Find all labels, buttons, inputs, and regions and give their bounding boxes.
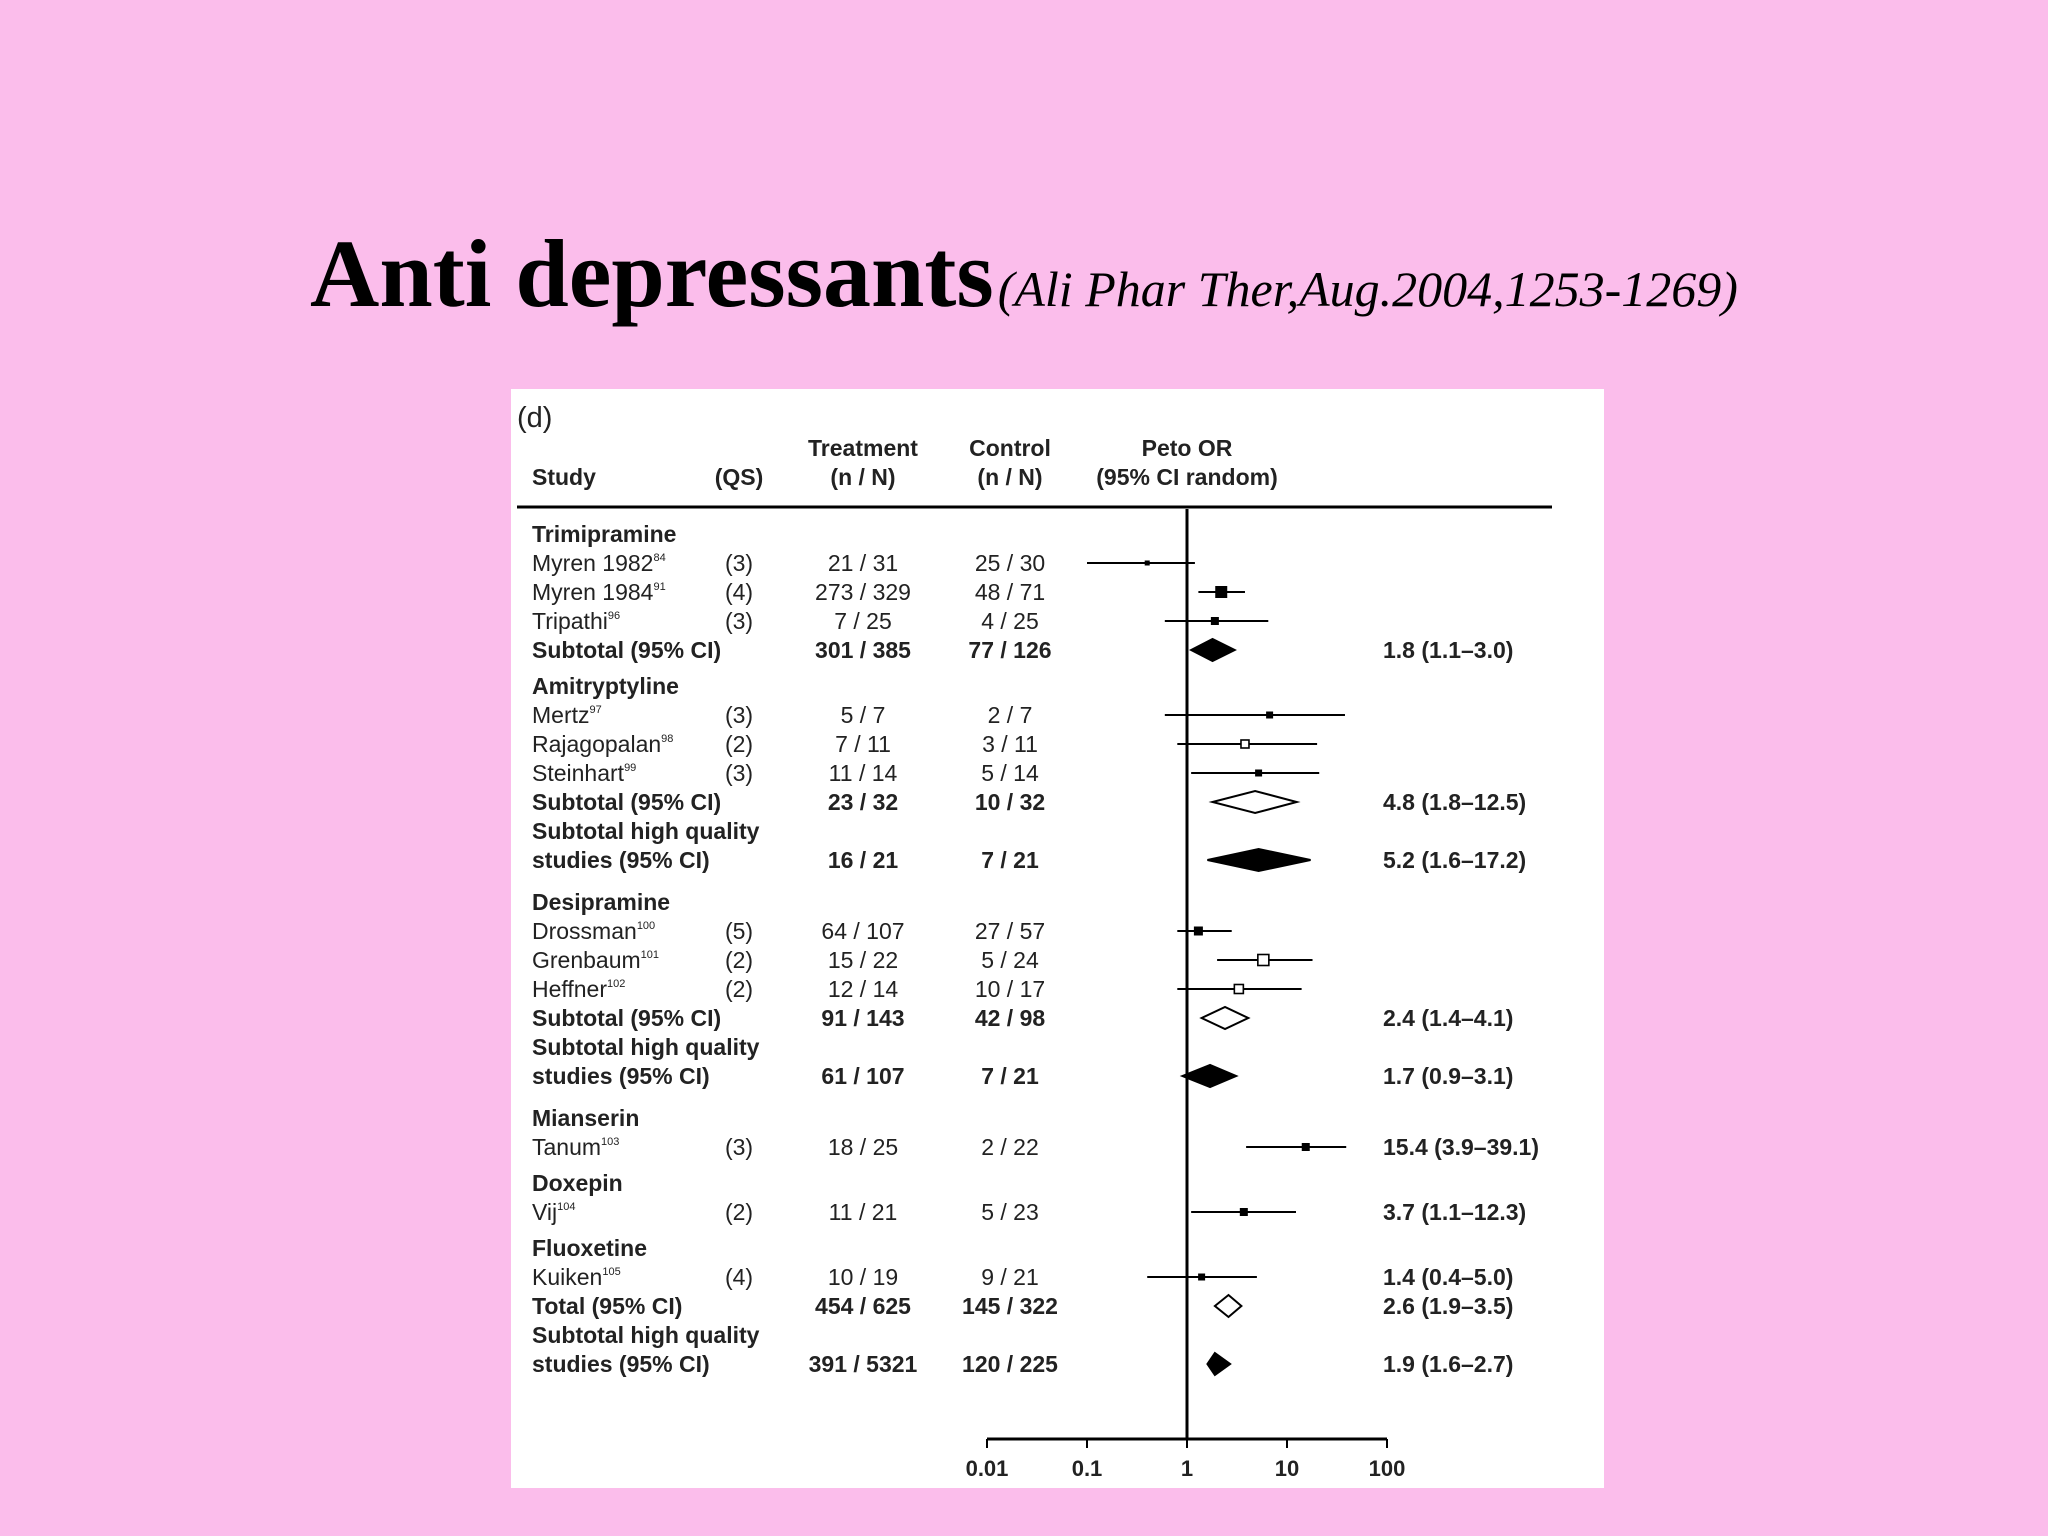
header-control: Control [969, 435, 1051, 461]
control-count: 77 / 126 [968, 637, 1052, 663]
quality-score: (4) [724, 579, 754, 605]
subtotal-label: Subtotal (95% CI) [532, 1005, 722, 1031]
control-count: 42 / 98 [974, 1005, 1046, 1031]
study-reference: 91 [653, 581, 666, 593]
control-count: 7 / 21 [981, 847, 1039, 873]
study-label: Myren 1982$^{84}$ [532, 550, 666, 576]
subtotal-label: Subtotal (95% CI) [532, 637, 722, 663]
pooled-diamond [1182, 1065, 1236, 1087]
study-label: Rajagopalan$^{98}$ [532, 731, 674, 757]
effect-estimate: 3.7 (1.1–12.3) [1383, 1199, 1527, 1225]
control-count: 10 / 32 [974, 789, 1046, 815]
subtotal-label: Subtotal (95% CI) [532, 789, 722, 815]
control-count: 10 / 17 [974, 976, 1046, 1002]
x-axis-tick-label: 1 [1180, 1456, 1194, 1481]
treatment-count: 11 / 14 [828, 760, 898, 786]
study-reference: 96 [607, 610, 621, 622]
quality-score: (2) [724, 947, 754, 973]
study-marker [1145, 561, 1150, 566]
study-marker [1240, 1208, 1248, 1216]
study-marker [1266, 712, 1273, 719]
study-reference: 103 [601, 1136, 620, 1148]
forest-plot [511, 389, 1604, 1488]
control-count: 145 / 322 [962, 1293, 1058, 1319]
control-count: 5 / 24 [981, 947, 1039, 973]
control-count: 48 / 71 [974, 579, 1046, 605]
pooled-diamond [1202, 1007, 1249, 1029]
header-effect: Peto OR [1141, 435, 1233, 461]
treatment-count: 18 / 25 [827, 1134, 899, 1160]
study-marker [1198, 1274, 1205, 1281]
header-treatment-sub: (n / N) [830, 464, 896, 490]
treatment-count: 391 / 5321 [808, 1351, 918, 1377]
control-count: 9 / 21 [981, 1264, 1039, 1290]
quality-score: (3) [724, 550, 754, 576]
study-reference: 104 [557, 1201, 576, 1213]
treatment-count: 454 / 625 [815, 1293, 911, 1319]
treatment-count: 7 / 11 [835, 731, 891, 757]
quality-score: (2) [724, 1199, 754, 1225]
effect-estimate: 2.6 (1.9–3.5) [1383, 1293, 1514, 1319]
group-label: Trimipramine [532, 521, 677, 547]
treatment-count: 273 / 329 [815, 579, 911, 605]
effect-estimate: 2.4 (1.4–4.1) [1383, 1005, 1514, 1031]
control-count: 5 / 14 [981, 760, 1039, 786]
quality-score: (2) [724, 731, 754, 757]
group-label: Amitryptyline [532, 673, 679, 699]
study-label: Kuiken$^{105}$ [532, 1264, 621, 1290]
treatment-count: 21 / 31 [827, 550, 899, 576]
control-count: 4 / 25 [981, 608, 1039, 634]
subtotal-label-line2: studies (95% CI) [532, 1063, 710, 1089]
study-marker [1211, 617, 1219, 625]
study-marker [1258, 955, 1269, 966]
control-count: 3 / 11 [982, 731, 1038, 757]
forest-plot-figure [511, 389, 1604, 1488]
quality-score: (5) [724, 918, 754, 944]
control-count: 120 / 225 [962, 1351, 1058, 1377]
citation-text: (Ali Phar Ther,Aug.2004,1253-1269) [997, 261, 1738, 317]
treatment-count: 16 / 21 [827, 847, 899, 873]
subtotal-label: Subtotal high quality [532, 1034, 760, 1060]
control-count: 2 / 7 [987, 702, 1033, 728]
subtotal-label: Total (95% CI) [532, 1293, 683, 1319]
pooled-diamond [1213, 791, 1297, 813]
control-count: 5 / 23 [981, 1199, 1039, 1225]
study-label: Myren 1984$^{91}$ [532, 579, 666, 605]
group-label: Desipramine [532, 889, 671, 915]
study-reference: 100 [636, 920, 656, 932]
control-count: 25 / 30 [974, 550, 1046, 576]
subtotal-label-line2: studies (95% CI) [532, 1351, 710, 1377]
control-count: 7 / 21 [981, 1063, 1039, 1089]
group-label: Doxepin [532, 1170, 623, 1196]
study-reference: 105 [602, 1266, 621, 1278]
study-marker [1234, 985, 1243, 994]
treatment-count: 301 / 385 [815, 637, 911, 663]
study-reference: 97 [589, 704, 602, 716]
study-reference: 84 [653, 552, 666, 564]
study-label: Steinhart$^{99}$ [532, 760, 637, 786]
study-label: Mertz$^{97}$ [532, 702, 602, 728]
study-label: Vij$^{104}$ [532, 1199, 576, 1225]
study-marker [1241, 740, 1249, 748]
treatment-count: 64 / 107 [821, 918, 905, 944]
header-qs: (QS) [714, 464, 764, 490]
study-label: Tanum$^{103}$ [532, 1134, 620, 1160]
header-study: Study [532, 464, 596, 490]
study-label: Drossman$^{100}$ [532, 918, 656, 944]
treatment-count: 7 / 25 [834, 608, 892, 634]
effect-estimate: 1.8 (1.1–3.0) [1383, 637, 1514, 663]
control-count: 2 / 22 [981, 1134, 1039, 1160]
header-effect-sub: (95% CI random) [1096, 464, 1278, 490]
effect-estimate: 15.4 (3.9–39.1) [1383, 1134, 1540, 1160]
study-reference: 98 [661, 733, 674, 745]
effect-estimate: 1.4 (0.4–5.0) [1383, 1264, 1514, 1290]
x-axis-tick-label: 10 [1274, 1456, 1300, 1481]
pooled-diamond [1191, 639, 1235, 661]
treatment-count: 12 / 14 [827, 976, 899, 1002]
pooled-diamond [1215, 1295, 1242, 1317]
panel-label: (d) [517, 402, 553, 434]
quality-score: (3) [724, 608, 754, 634]
header-treatment: Treatment [808, 435, 918, 461]
quality-score: (4) [724, 1264, 754, 1290]
x-axis-tick-label: 100 [1368, 1456, 1406, 1481]
quality-score: (3) [724, 702, 754, 728]
title-text: Anti depressants [310, 220, 994, 327]
header-control-sub: (n / N) [977, 464, 1043, 490]
treatment-count: 10 / 19 [827, 1264, 899, 1290]
quality-score: (3) [724, 760, 754, 786]
treatment-count: 15 / 22 [827, 947, 899, 973]
pooled-diamond [1207, 1353, 1230, 1375]
slide-title [0, 218, 2048, 329]
treatment-count: 61 / 107 [821, 1063, 905, 1089]
pooled-diamond [1207, 849, 1310, 871]
study-label: Heffner$^{102}$ [532, 976, 626, 1002]
study-marker [1194, 927, 1203, 936]
subtotal-label-line2: studies (95% CI) [532, 847, 710, 873]
group-label: Fluoxetine [532, 1235, 648, 1261]
treatment-count: 91 / 143 [821, 1005, 905, 1031]
study-marker [1215, 586, 1227, 598]
x-axis-tick-label: 0.1 [1071, 1456, 1103, 1481]
treatment-count: 23 / 32 [827, 789, 899, 815]
treatment-count: 11 / 21 [828, 1199, 898, 1225]
quality-score: (2) [724, 976, 754, 1002]
effect-estimate: 5.2 (1.6–17.2) [1383, 847, 1527, 873]
quality-score: (3) [724, 1134, 754, 1160]
study-marker [1302, 1143, 1310, 1151]
effect-estimate: 1.9 (1.6–2.7) [1383, 1351, 1514, 1377]
subtotal-label: Subtotal high quality [532, 1322, 760, 1348]
x-axis-tick-label: 0.01 [965, 1456, 1009, 1481]
group-label: Mianserin [532, 1105, 640, 1131]
study-label: Grenbaum$^{101}$ [532, 947, 660, 973]
control-count: 27 / 57 [974, 918, 1046, 944]
effect-estimate: 1.7 (0.9–3.1) [1383, 1063, 1514, 1089]
study-reference: 102 [607, 978, 626, 990]
study-marker [1255, 770, 1262, 777]
subtotal-label: Subtotal high quality [532, 818, 760, 844]
study-reference: 99 [624, 762, 637, 774]
effect-estimate: 4.8 (1.8–12.5) [1383, 789, 1527, 815]
study-label: Tripathi$^{96}$ [532, 608, 621, 634]
study-reference: 101 [640, 949, 660, 961]
treatment-count: 5 / 7 [840, 702, 886, 728]
